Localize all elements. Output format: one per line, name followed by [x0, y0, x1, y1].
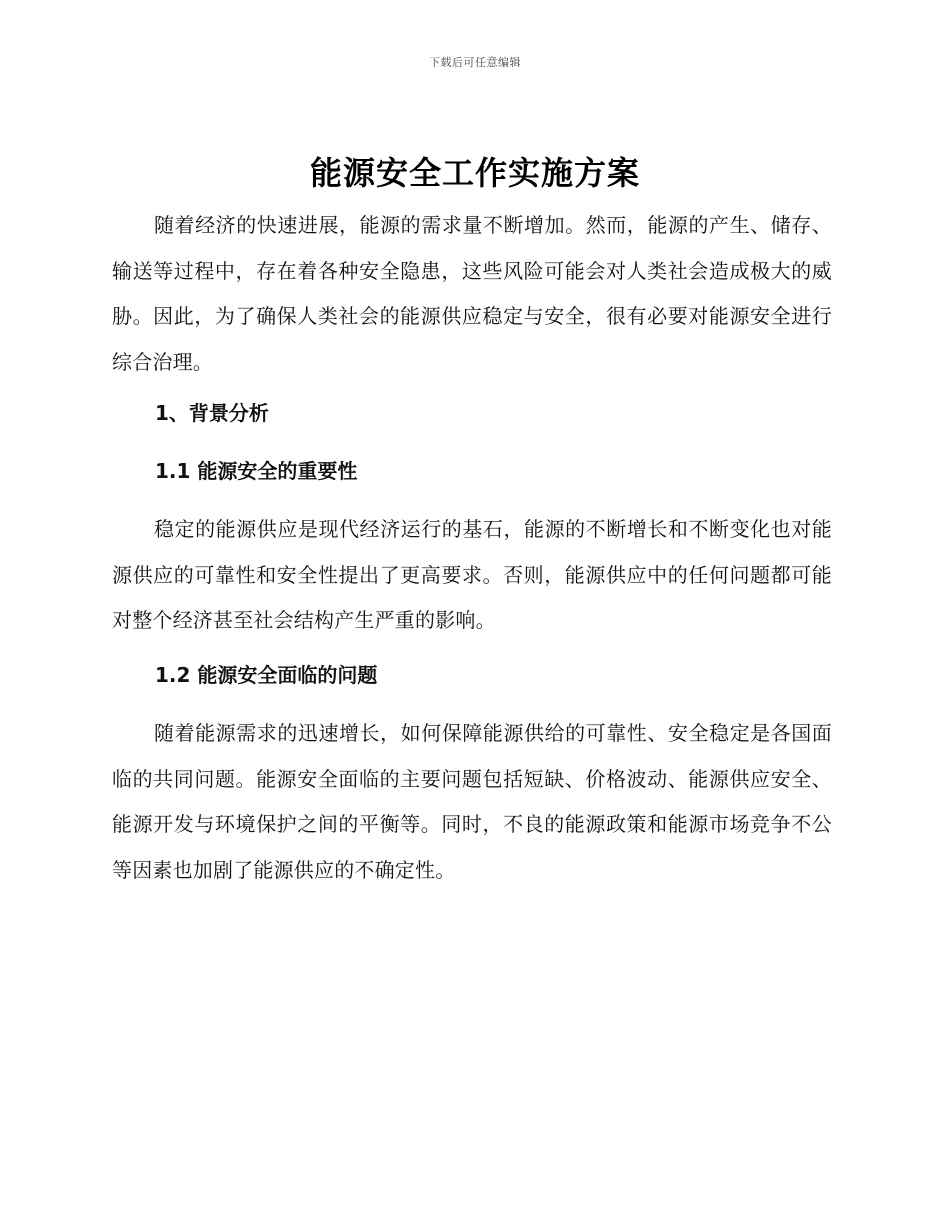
problems-paragraph: 随着能源需求的迅速增长，如何保障能源供给的可靠性、安全稳定是各国面临的共同问题。能源安全面临的主要问题包括短缺、价格波动、能源供应安全、能源开发与环境保护之间的平衡等。同时，不良的能源政策和能源市场竞争不公等因素也加剧了能源供应的不确定性。: [112, 721, 832, 882]
section-heading-background: 1、背景分析: [155, 401, 269, 425]
section-heading-problems: 1.2 能源安全面临的问题: [155, 663, 378, 687]
document-title: 能源安全工作实施方案: [309, 154, 640, 192]
importance-paragraph: 稳定的能源供应是现代经济运行的基石，能源的不断增长和不断变化也对能源供应的可靠性和安全性提出了更高要求。否则，能源供应中的任何问题都可能对整个经济甚至社会结构产生严重的影响。: [112, 517, 832, 632]
header-note: 下载后可任意编辑: [429, 56, 521, 69]
section-heading-importance: 1.1 能源安全的重要性: [155, 459, 358, 483]
intro-paragraph: 随着经济的快速进展，能源的需求量不断增加。然而，能源的产生、储存、输送等过程中，存在着各种安全隐患，这些风险可能会对人类社会造成极大的威胁。因此，为了确保人类社会的能源供应稳定与安全，很有必要对能源安全进行综合治理。: [112, 213, 832, 374]
